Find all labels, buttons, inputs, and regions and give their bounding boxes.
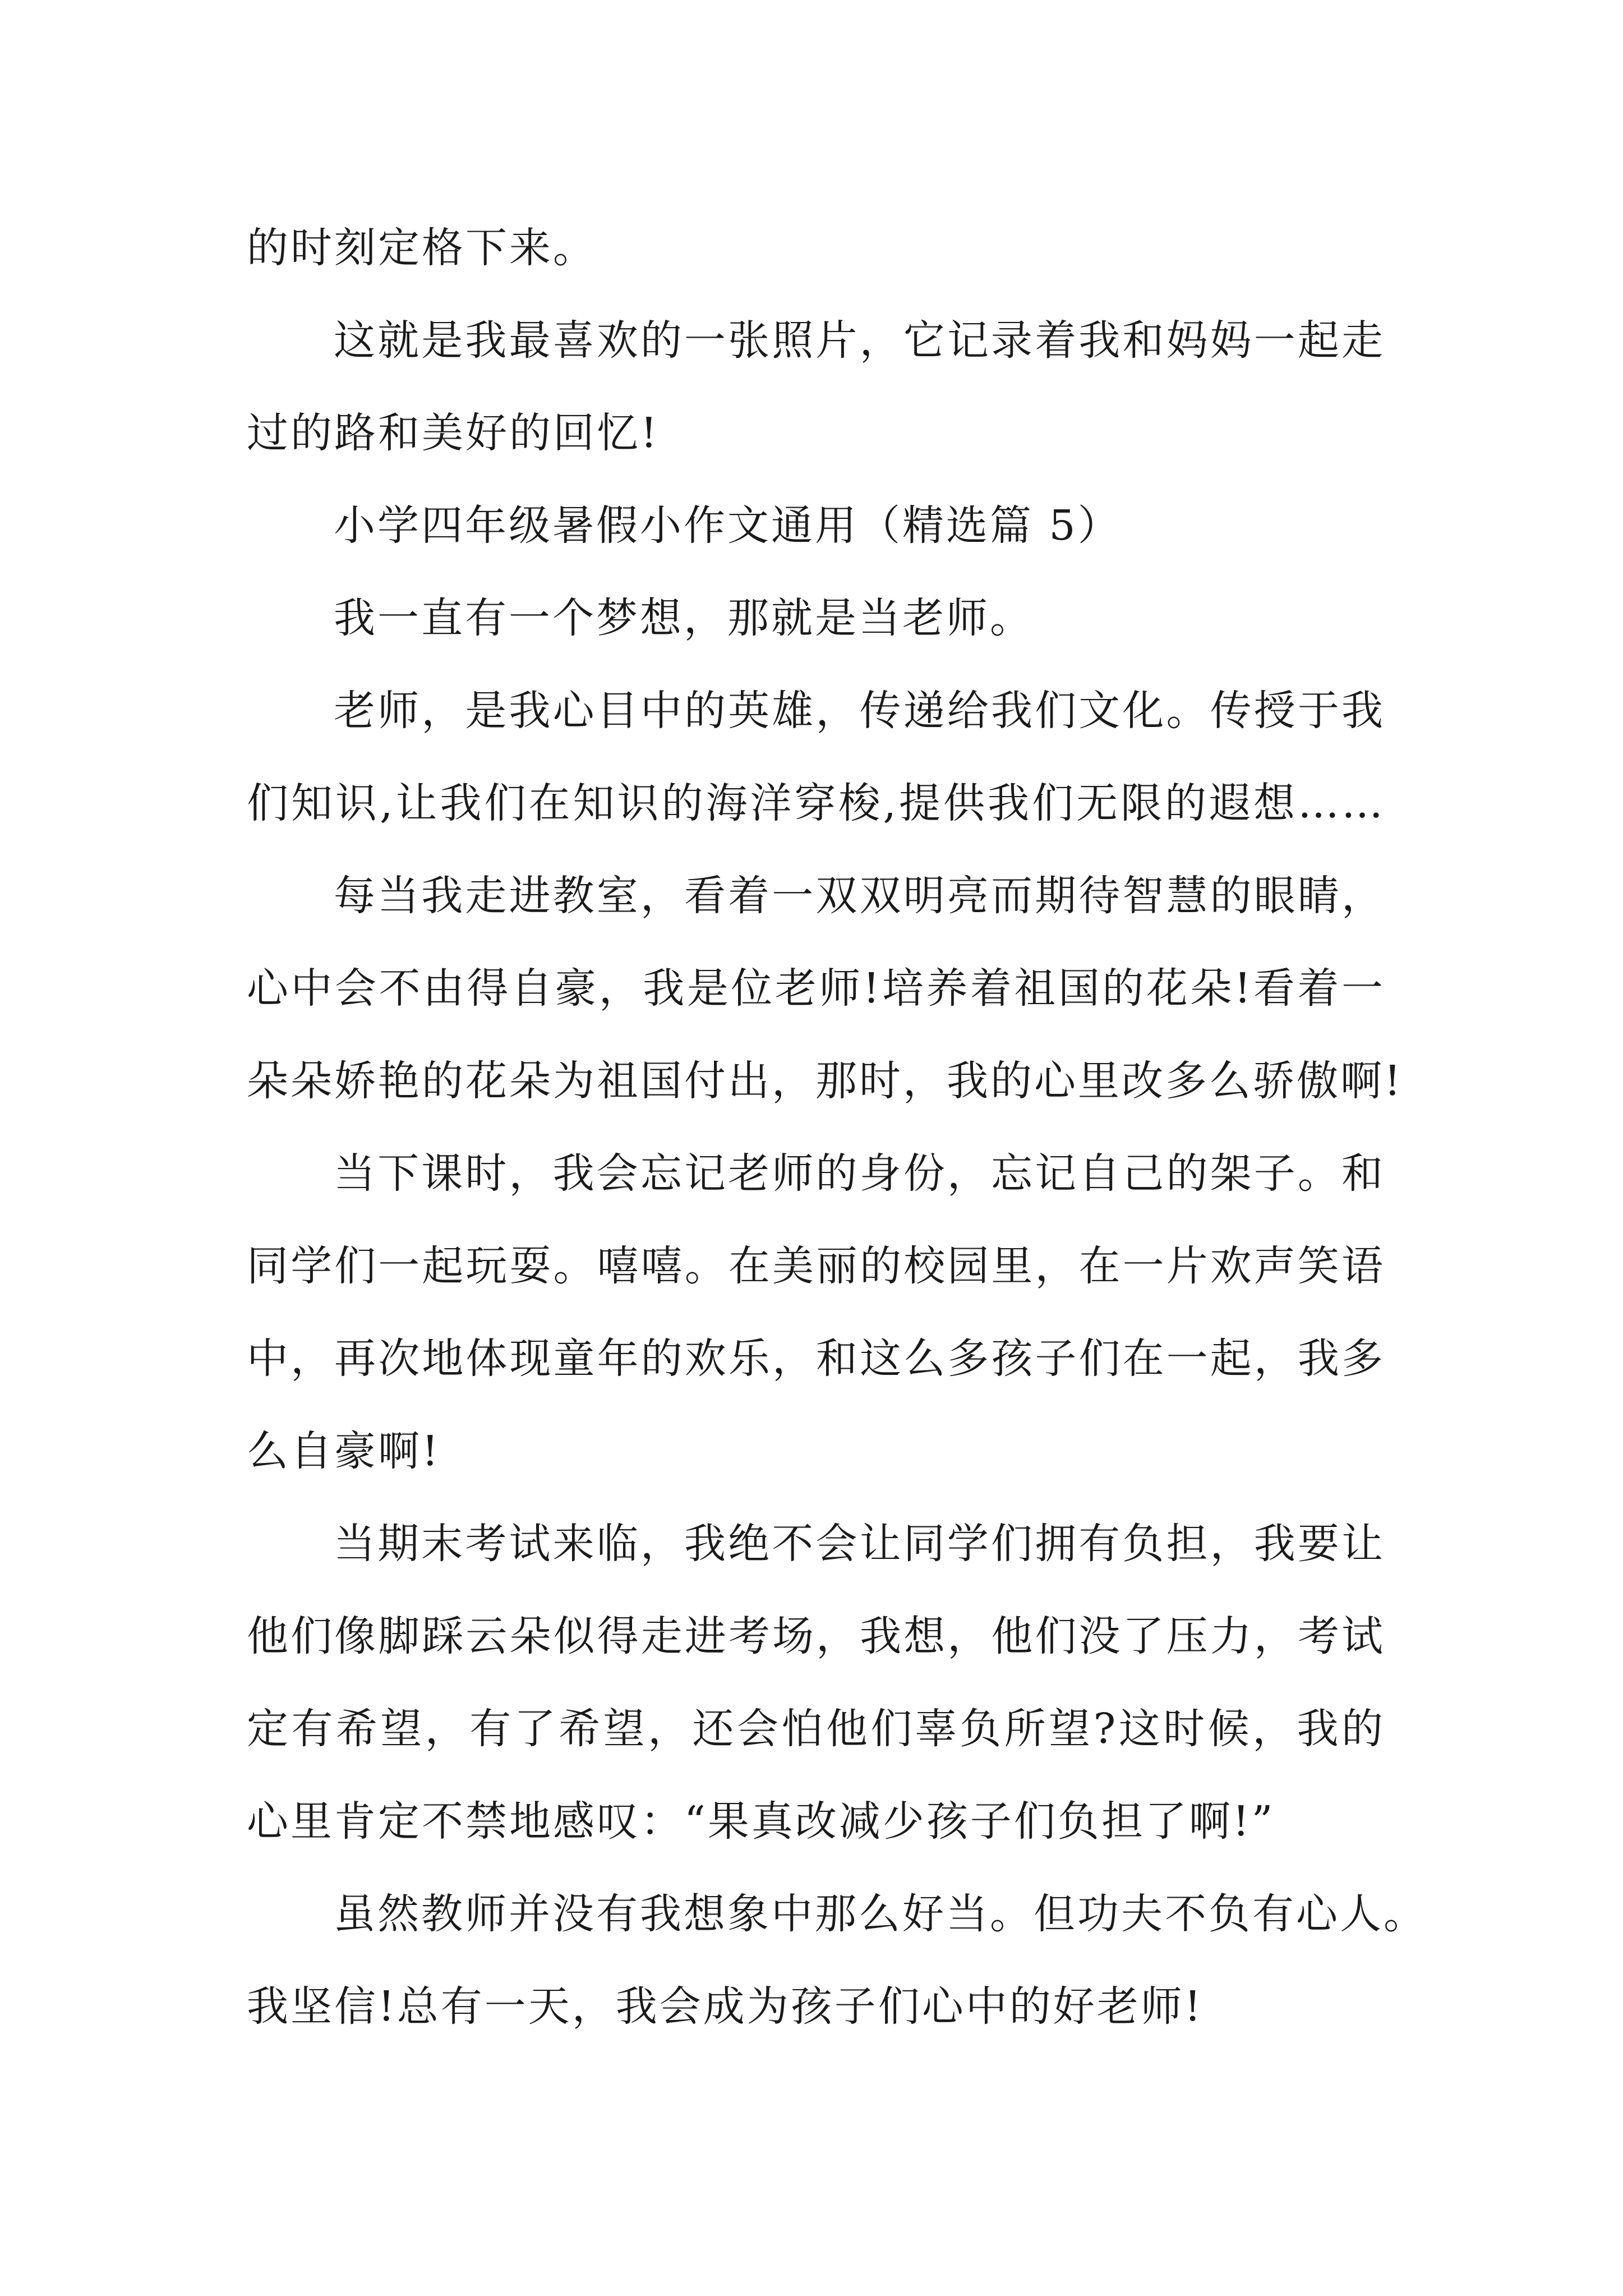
paragraph-line: 虽然教师并没有我想象中那么好当。但功夫不负有心人。 <box>334 1890 1427 1938</box>
section-heading: 小学四年级暑假小作文通用（精选篇 5） <box>334 501 1122 550</box>
paragraph-line: 我坚信!总有一天，我会成为孩子们心中的好老师! <box>247 1982 1204 2031</box>
paragraph-line: 这就是我最喜欢的一张照片，它记录着我和妈妈一起走 <box>334 316 1385 365</box>
paragraph-line: 定有希望，有了希望，还会怕他们辜负所望?这时候，我的 <box>247 1705 1385 1753</box>
paragraph-line: 过的路和美好的回忆! <box>247 409 660 457</box>
paragraph-line: 么自豪啊! <box>247 1427 441 1475</box>
paragraph-line: 的时刻定格下来。 <box>247 224 597 272</box>
document-body <box>247 202 1427 2053</box>
paragraph-line: 朵朵娇艳的花朵为祖国付出，那时，我的心里改多么骄傲啊! <box>247 1057 1403 1105</box>
paragraph-line: 同学们一起玩耍。嘻嘻。在美丽的校园里，在一片欢声笑语 <box>247 1242 1385 1290</box>
paragraph-line: 当下课时，我会忘记老师的身份，忘记自己的架子。和 <box>334 1149 1385 1198</box>
paragraph-line: 心里肯定不禁地感叹：“果真改减少孩子们负担了啊!” <box>247 1797 1275 1846</box>
paragraph-line: 我一直有一个梦想，那就是当老师。 <box>334 594 1034 642</box>
paragraph-line: 每当我走进教室，看着一双双明亮而期待智慧的眼睛， <box>334 872 1385 920</box>
paragraph-line: 们知识,让我们在知识的海洋穿梭,提供我们无限的遐想…… <box>247 779 1385 827</box>
paragraph-line: 老师，是我心目中的英雄，传递给我们文化。传授于我 <box>334 687 1385 735</box>
paragraph-line: 心中会不由得自豪，我是位老师!培养着祖国的花朵!看着一 <box>247 964 1385 1013</box>
paragraph-line: 他们像脚踩云朵似得走进考场，我想，他们没了压力，考试 <box>247 1612 1385 1660</box>
paragraph-line: 当期末考试来临，我绝不会让同学们拥有负担，我要让 <box>334 1520 1385 1568</box>
paragraph-line: 中，再次地体现童年的欢乐，和这么多孩子们在一起，我多 <box>247 1335 1385 1383</box>
